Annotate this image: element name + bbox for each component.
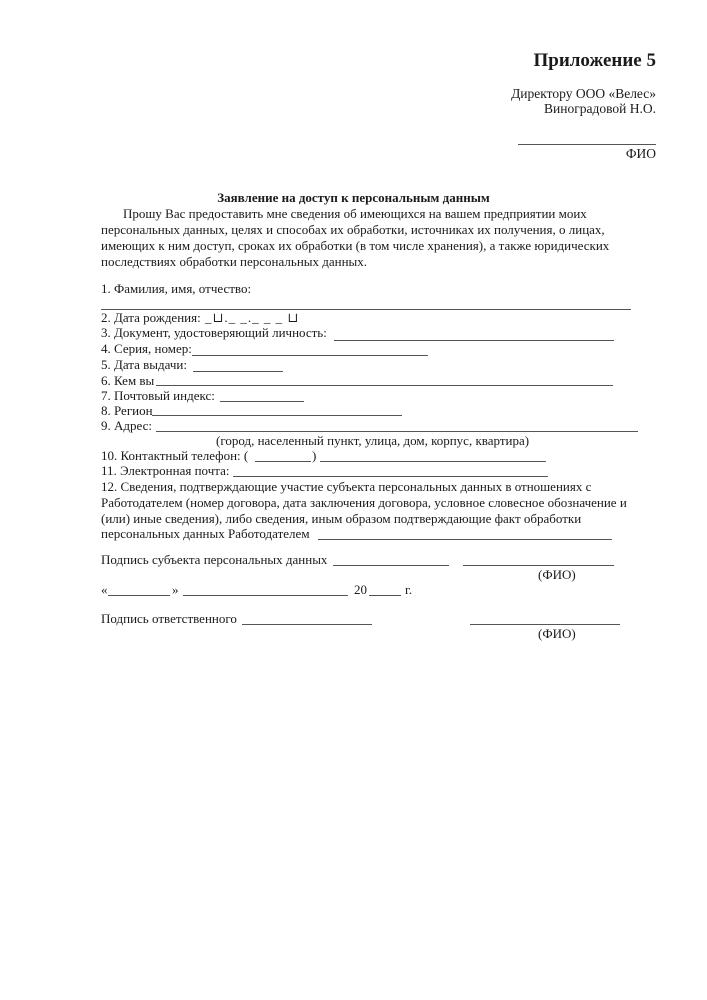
subject-fio-caption: (ФИО) — [538, 567, 576, 582]
date-day-field[interactable] — [108, 595, 170, 596]
subject-signature-label: Подпись субъекта персональных данных — [101, 552, 328, 567]
responsible-fio-field[interactable] — [470, 624, 620, 625]
field-issue-date-label: 5. Дата выдачи: — [101, 357, 188, 372]
responsible-fio-caption: (ФИО) — [538, 626, 576, 641]
birth-date-field[interactable]: _⊔._ _._ _ _ ⊔ — [205, 310, 300, 325]
recipient-name: Виноградовой Н.О. — [544, 101, 656, 116]
field-id-document-label: 3. Документ, удостоверяющий личность: — [101, 325, 327, 340]
email-field[interactable] — [233, 476, 548, 477]
field-employer-relation-line2: Работодателем (номер договора, дата заключения договора, условное словесное обозначение и — [101, 495, 627, 510]
date-year-field[interactable] — [369, 595, 401, 596]
year-prefix: 20 — [354, 582, 367, 597]
field-issued-by-label: 6. Кем вы — [101, 373, 155, 388]
responsible-signature-label: Подпись ответственного — [101, 611, 237, 626]
postal-code-field[interactable] — [220, 401, 304, 402]
address-hint: (город, населенный пункт, улица, дом, корпус, квартира) — [216, 433, 530, 448]
field-employer-relation-line4: персональных данных Работодателем — [101, 526, 310, 541]
fio-caption: ФИО — [625, 146, 656, 161]
document-title: Заявление на доступ к персональным данным — [217, 190, 490, 205]
field-full-name-label: 1. Фамилия, имя, отчество: — [101, 281, 252, 296]
phone-area-code-field[interactable] — [255, 461, 311, 462]
subject-fio-field[interactable] — [463, 565, 614, 566]
issued-by-field[interactable] — [156, 385, 613, 386]
field-employer-relation-line3: (или) иные сведения), либо сведения, иным образом подтверждающие факт обработки — [101, 511, 582, 526]
date-month-field[interactable] — [183, 595, 348, 596]
address-field[interactable] — [156, 431, 638, 432]
field-birth-date-label: 2. Дата рождения: — [101, 310, 201, 325]
intro-paragraph: Прошу Вас предоставить мне сведения об имеющихся на вашем предприятии моих персональных данных, целях и способах их обработки, источниках их получения, о лицах, имеющих к ним доступ, сроках их обработки (в том числе хранения), а также юридических последствиях обработки персональных данных. — [101, 206, 610, 269]
field-phone-label: 10. Контактный телефон: ( — [101, 448, 249, 463]
date-quote-close: » — [172, 582, 179, 597]
appendix-number: Приложение 5 — [533, 50, 656, 71]
field-email-label: 11. Электронная почта: — [101, 463, 230, 478]
issue-date-field[interactable] — [193, 371, 283, 372]
phone-number-field[interactable] — [320, 461, 546, 462]
field-region-label: 8. Регион — [101, 403, 153, 418]
field-address-label: 9. Адрес: — [101, 418, 152, 433]
responsible-signature-field[interactable] — [242, 624, 372, 625]
subject-signature-field[interactable] — [333, 565, 449, 566]
employer-relation-field[interactable] — [318, 539, 612, 540]
year-suffix: г. — [405, 582, 413, 597]
applicant-fio-field[interactable] — [518, 144, 656, 145]
id-document-field[interactable] — [334, 340, 614, 341]
series-number-field[interactable] — [192, 355, 428, 356]
field-employer-relation-line1: 12. Сведения, подтверждающие участие субъекта персональных данных в отношениях с — [101, 479, 592, 494]
field-series-number-label: 4. Серия, номер: — [101, 341, 192, 356]
date-quote-open: « — [101, 582, 108, 597]
field-postal-code-label: 7. Почтовый индекс: — [101, 388, 215, 403]
recipient-position: Директору ООО «Велес» — [511, 86, 656, 101]
phone-paren-close: ) — [312, 448, 317, 463]
region-field[interactable] — [152, 415, 402, 416]
